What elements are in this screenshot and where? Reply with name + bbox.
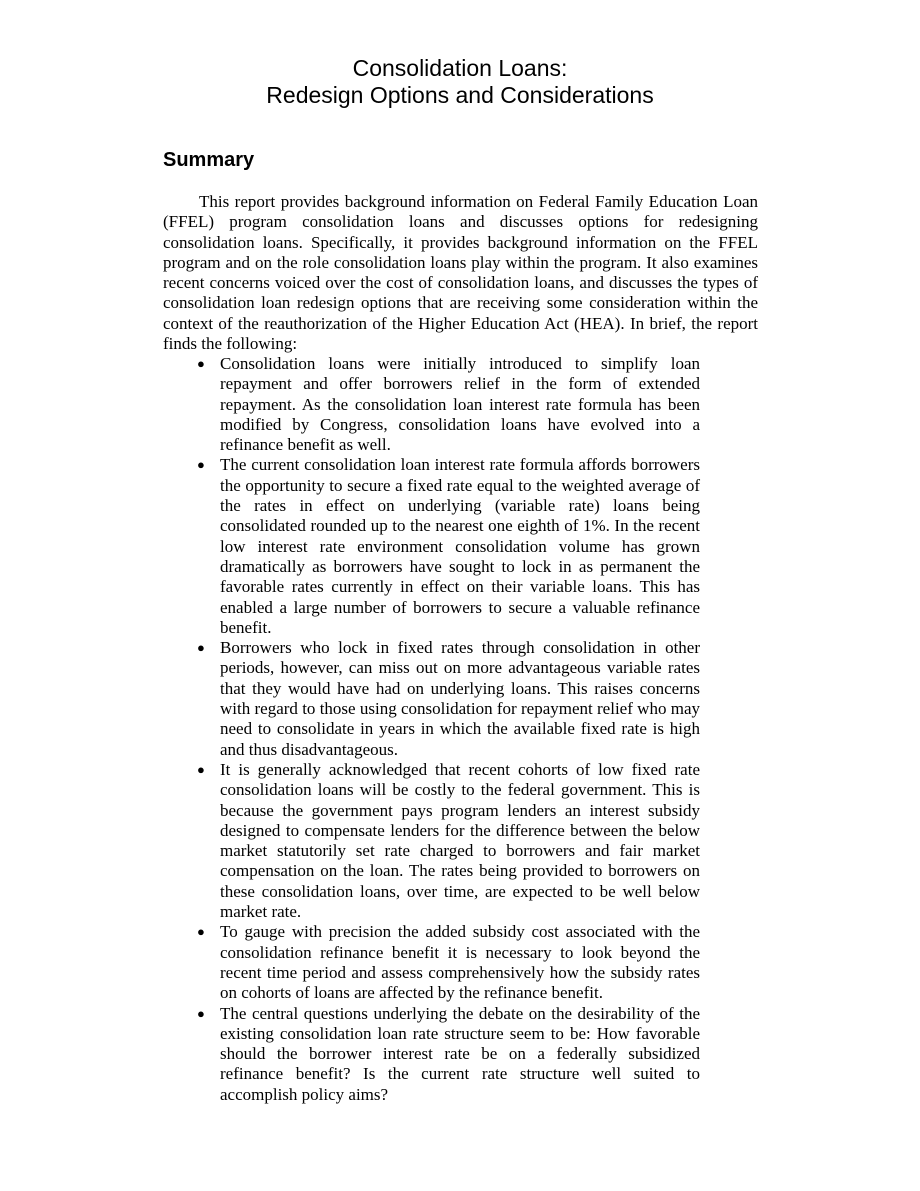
- document-title: [0, 55, 920, 109]
- list-item: [197, 638, 700, 760]
- finding-text: To gauge with precision the added subsidy cost associated with the consolidation refinance benefit it is necessary to look beyond the recent time period and assess comprehensively how the subsidy rates on cohorts of loans are affected by the refinance benefit.: [220, 922, 700, 1003]
- list-item: [197, 354, 700, 455]
- finding-text: The current consolidation loan interest rate formula affords borrowers the opportunity to secure a fixed rate equal to the weighted average of the rates in effect on underlying (variable rate) loans being consolidated rounded up to the nearest one eighth of 1%. In the recent low interest rate environment consolidation volume has grown dramatically as borrowers have sought to lock in as permanent the favorable rates currently in effect on their variable loans. This has enabled a large number of borrowers to secure a valuable refinance benefit.: [220, 455, 700, 637]
- bullet-icon: ●: [197, 1005, 205, 1021]
- bullet-icon: ●: [197, 640, 205, 656]
- findings-list: [197, 354, 700, 1105]
- list-item: [197, 922, 700, 1003]
- list-item: [197, 455, 700, 638]
- finding-text: Consolidation loans were initially introduced to simplify loan repayment and offer borrowers relief in the form of extended repayment. As the consolidation loan interest rate formula has been modified by Congress, consolidation loans have evolved into a refinance benefit as well.: [220, 354, 700, 455]
- bullet-icon: ●: [197, 457, 205, 473]
- intro-paragraph: This report provides background information on Federal Family Education Loan (FFEL) program consolidation loans and discusses options for redesigning consolidation loans. Specifically, it provides background information on the FFEL program and on the role consolidation loans play within the program. It also examines recent concerns voiced over the cost of consolidation loans, and discusses the types of consolidation loan redesign options that are receiving some consideration within the context of the reauthorization of the Higher Education Act (HEA). In brief, the report finds the following:: [163, 192, 758, 354]
- title-line-1: Consolidation Loans:: [352, 55, 568, 81]
- bullet-icon: ●: [197, 924, 205, 940]
- title-line-2: Redesign Options and Considerations: [266, 82, 654, 108]
- bullet-icon: ●: [197, 356, 205, 371]
- finding-text: Borrowers who lock in fixed rates through consolidation in other periods, however, can miss out on more advantageous variable rates that they would have had on underlying loans. This raises concerns with regard to those using consolidation for repayment relief who may need to consolidate in years in which the available fixed rate is high and thus disadvantageous.: [220, 638, 700, 759]
- list-item: [197, 1003, 700, 1105]
- bullet-icon: ●: [197, 761, 205, 777]
- list-item: [197, 759, 700, 922]
- finding-text: It is generally acknowledged that recent cohorts of low fixed rate consolidation loans will be costly to the federal government. This is because the government pays program lenders an interest subsidy designed to compensate lenders for the difference between the below market statutorily set rate charged to borrowers and fair market compensation on the loan. The rates being provided to borrowers on these consolidation loans, over time, are expected to be well below market rate.: [220, 759, 700, 922]
- section-heading-summary: Summary: [163, 149, 255, 171]
- finding-text: The central questions underlying the debate on the desirability of the existing consolidation loan rate structure seem to be: How favorable should the borrower interest rate be on a federally subsidized refinance benefit? Is the current rate structure well suited to accomplish policy aims?: [220, 1003, 700, 1104]
